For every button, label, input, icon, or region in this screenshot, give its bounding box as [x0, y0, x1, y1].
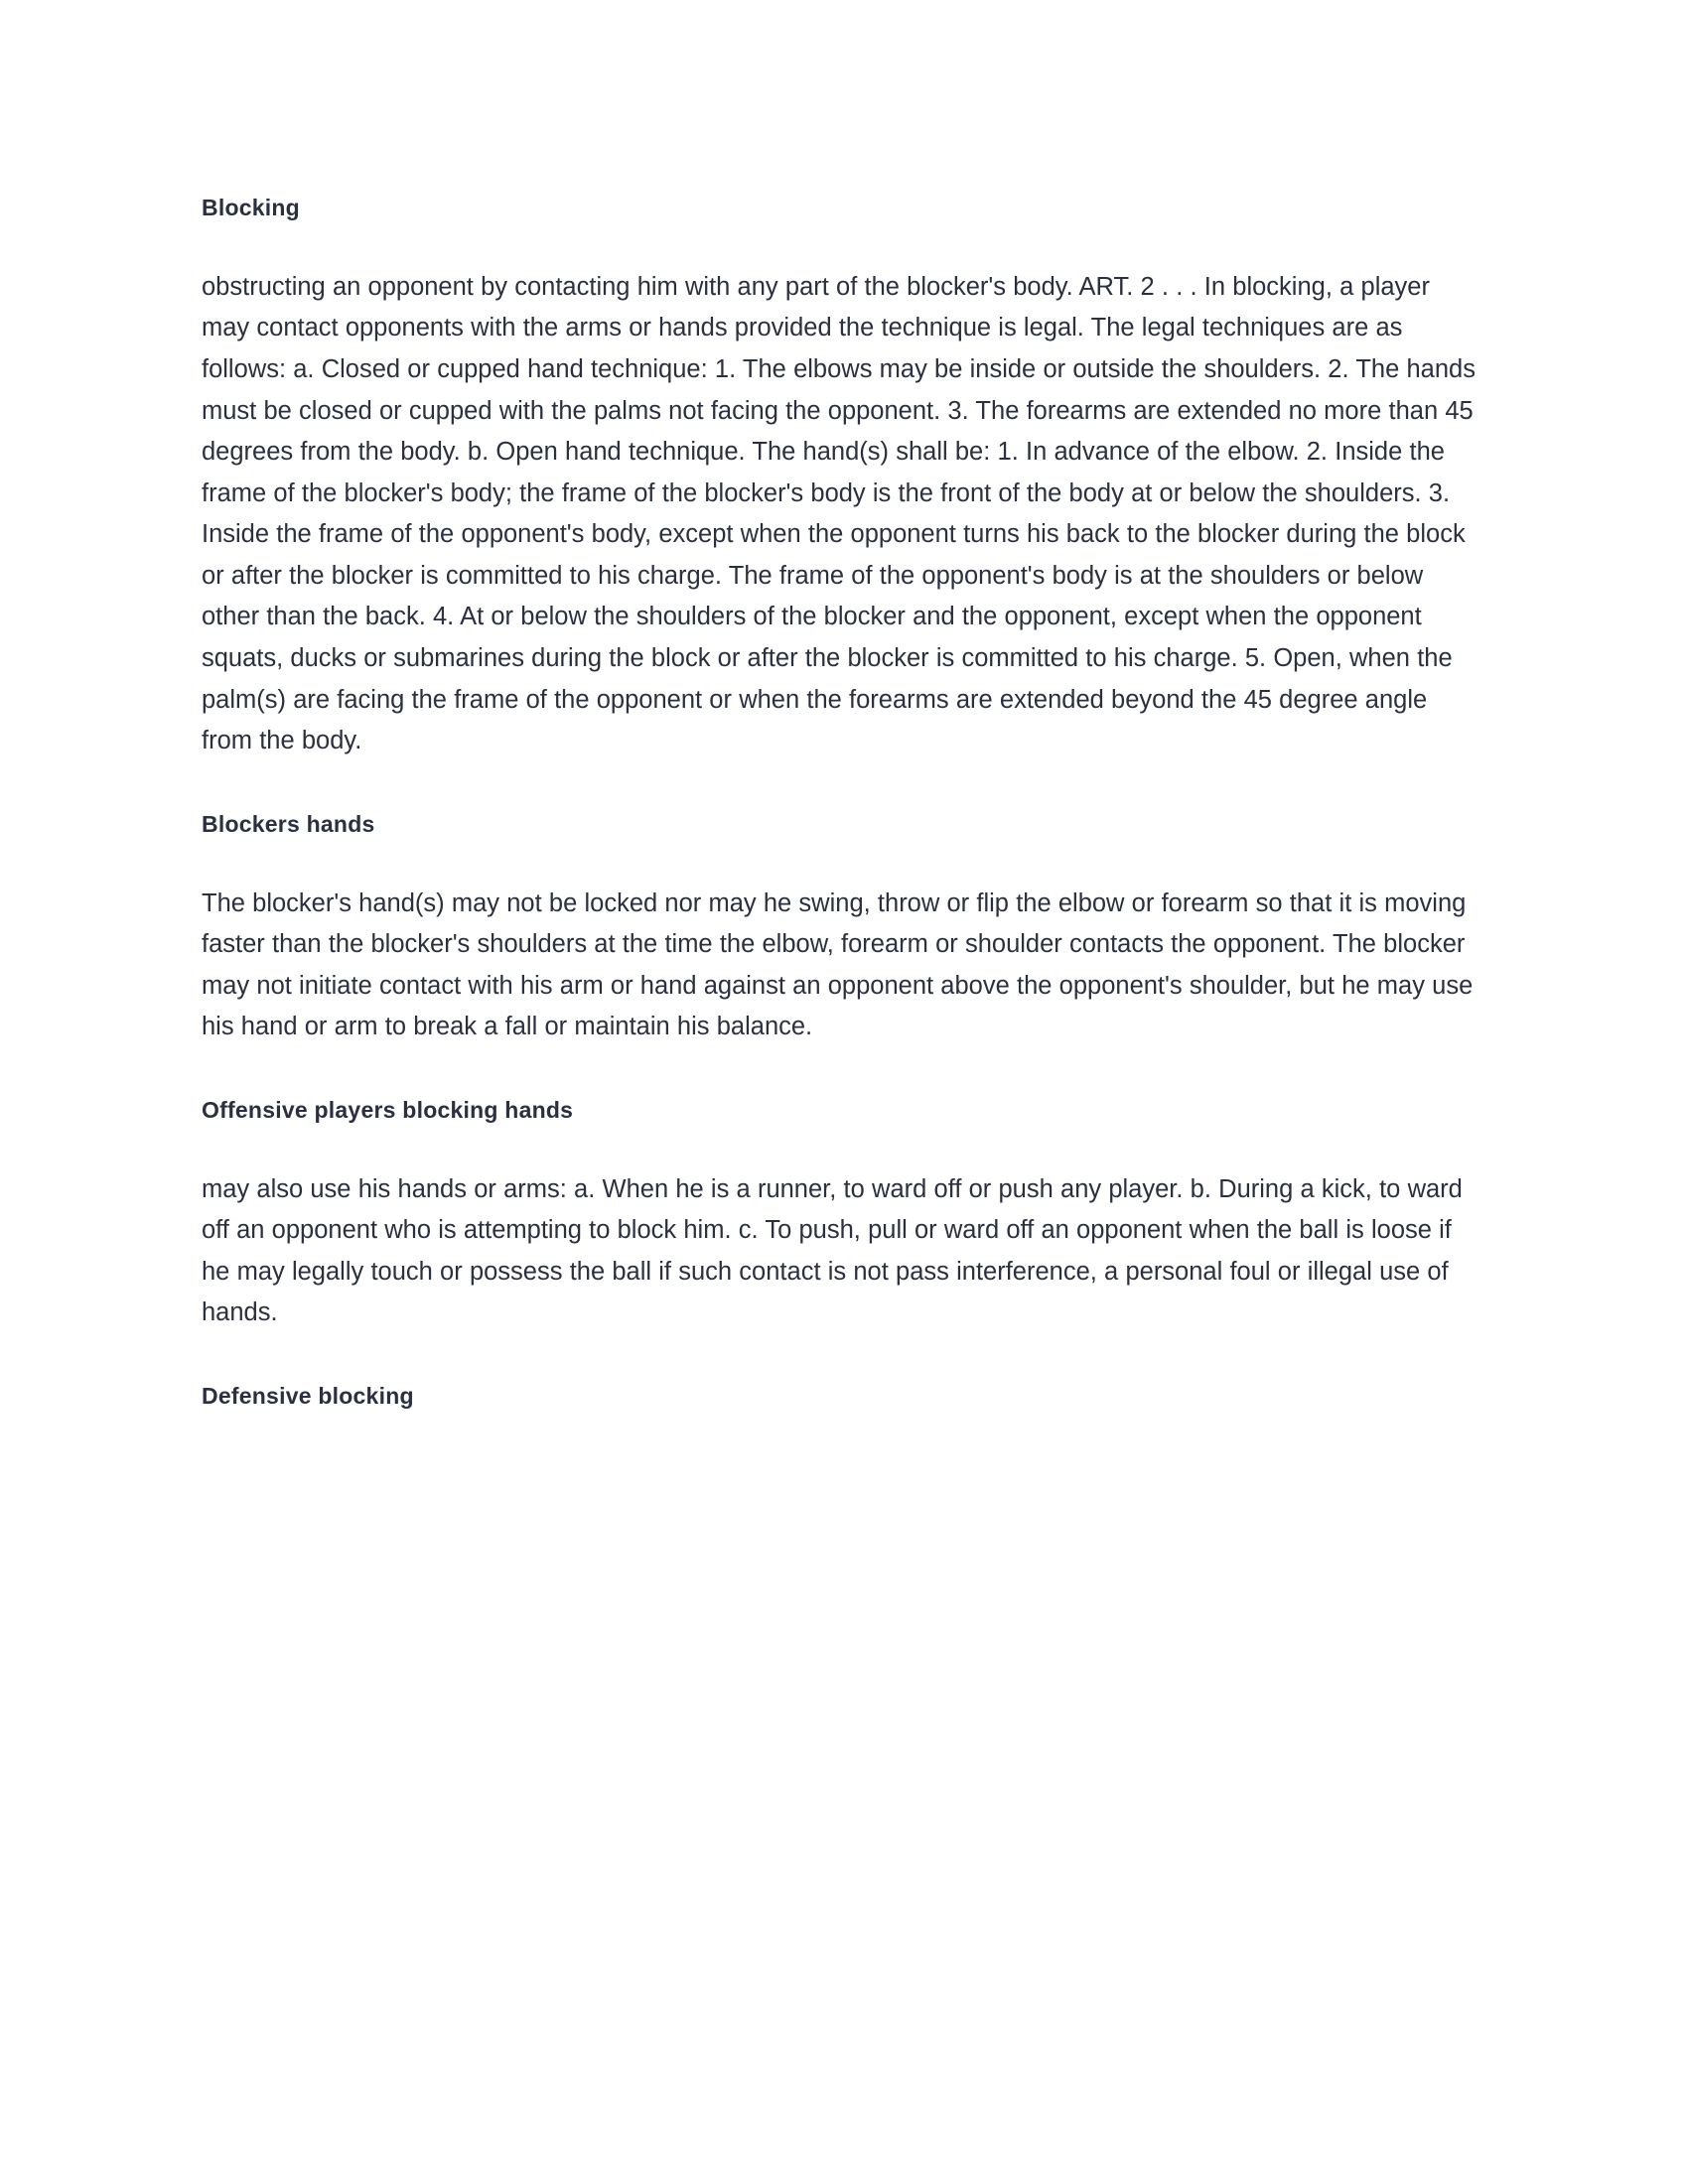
section-paragraph-blockers-hands: The blocker's hand(s) may not be locked nor may he swing, throw or flip the elbow or forearm so that it is moving faster than the blocker's shoulders at the time the elbow, forearm or shoulder contacts the opponent. The blocker may not initiate contact with his arm or hand against an opponent above the opponent's shoulder, but he may use his hand or arm to break a fall or maintain his balance. — [202, 888, 1474, 1041]
document-body — [202, 194, 1482, 1412]
section-paragraph-offensive-players-blocking-hands: may also use his hands or arms: a. When he is a runner, to ward off or push any player. b. During a kick, to ward off an opponent who is attempting to block him. c. To push, pull or ward off an opponent when the ball is loose if he may legally touch or possess the ball if such contact is not pass interference, a personal foul or illegal use of hands. — [202, 1174, 1463, 1327]
section-heading-defensive-blocking: Defensive blocking — [202, 1382, 414, 1409]
section-heading-blocking: Blocking — [202, 195, 300, 220]
section-heading-blockers-hands-container — [202, 810, 1482, 840]
section-heading-offensive-players-blocking-hands: Offensive players blocking hands — [202, 1096, 574, 1123]
section-heading-blockers-hands: Blockers hands — [202, 810, 375, 837]
section-heading-blocking-container — [202, 194, 1482, 223]
section-paragraph-offensive-players-blocking-hands-container — [202, 1169, 1482, 1334]
section-paragraph-blocking: obstructing an opponent by contacting him with any part of the blocker's body. ART. 2 . . . In blocking, a player may contact opponents with the arms or hands provided the technique is legal. The legal techniques are as follows: a. Closed or cupped hand technique: 1. The elbows may be inside or outside the shoulders. 2. The hands must be closed or cupped with the palms not facing the opponent. 3. The forearms are extended no more than 45 degrees from the body. b. Open hand technique. The hand(s) shall be: 1. In advance of the elbow. 2. Inside the frame of the blocker's body; the frame of the blocker's body is the front of the body at or below the shoulders. 3. Inside the frame of the opponent's body, except when the opponent turns his back to the blocker during the block or after the blocker is committed to his charge. The frame of the opponent's body is at the shoulders or below other than the back. 4. At or below the shoulders of the blocker and the opponent, except when the opponent squats, ducks or submarines during the block or after the blocker is committed to his charge. 5. Open, when the palm(s) are facing the frame of the opponent or when the forearms are extended beyond the 45 degree angle from the body. — [202, 272, 1476, 755]
section-paragraph-blocking-container — [202, 267, 1482, 762]
section-paragraph-blockers-hands-container — [202, 884, 1482, 1048]
section-heading-offensive-players-blocking-hands-container — [202, 1096, 1482, 1126]
section-heading-defensive-blocking-container — [202, 1382, 1482, 1412]
